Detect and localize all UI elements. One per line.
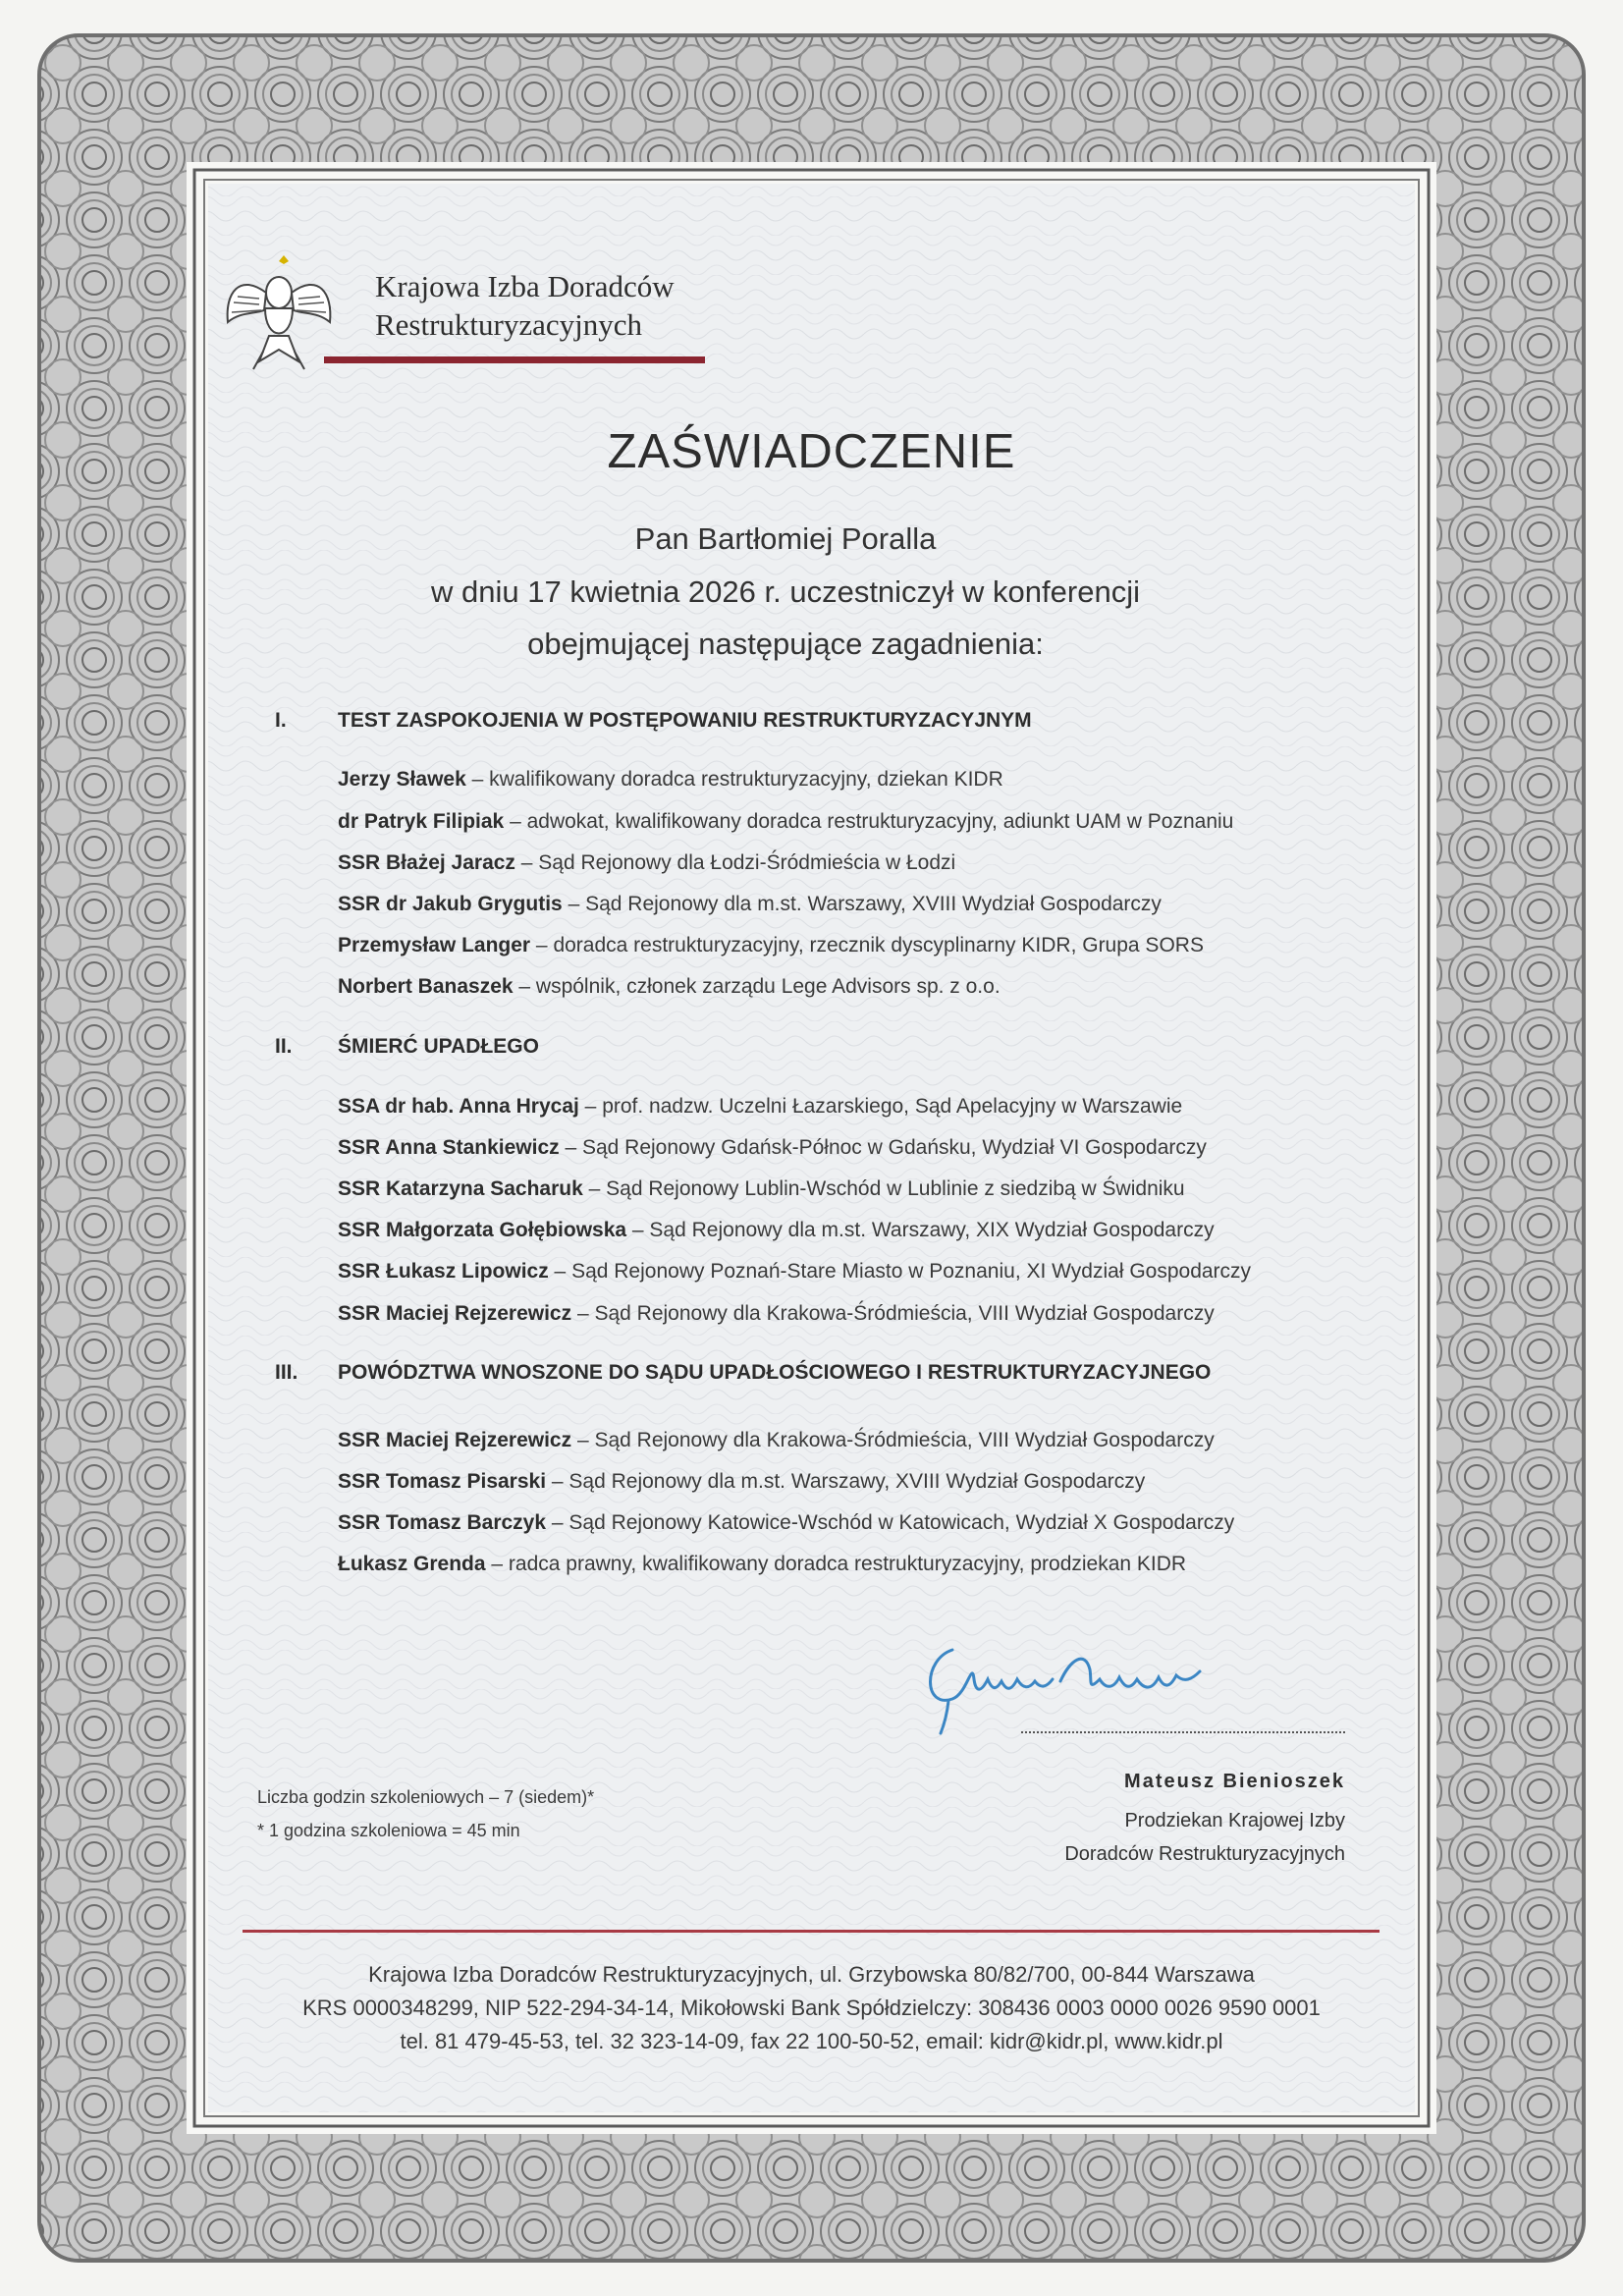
section-title: ŚMIERĆ UPADŁEGO (338, 1035, 539, 1058)
speaker-entry (338, 1260, 1251, 1284)
speaker-name: SSR Łukasz Lipowicz (338, 1260, 549, 1283)
topics-intro-line: obejmującej następujące zagadnienia: (527, 627, 1044, 661)
speaker-name: SSR Anna Stankiewicz (338, 1136, 560, 1159)
section-number: I. (275, 709, 287, 732)
speaker-role: – radca prawny, kwalifikowany doradca restrukturyzacyjny, prodziekan KIDR (485, 1553, 1187, 1575)
speaker-entry (338, 975, 1001, 999)
speaker-name: Łukasz Grenda (338, 1553, 486, 1575)
speaker-role: – Sąd Rejonowy dla m.st. Warszawy, XVIII Wydział Gospodarczy (546, 1470, 1146, 1493)
organization-name-line1: Krajowa Izba Doradców (375, 269, 675, 303)
section-number: III. (275, 1361, 298, 1384)
speaker-entry (338, 934, 1204, 957)
signer-title-line2: Doradców Restrukturyzacyjnych (1064, 1843, 1345, 1865)
speaker-entry (338, 1511, 1234, 1535)
training-hours-footnote: * 1 godzina szkoleniowa = 45 min (257, 1821, 520, 1840)
footer-registry: KRS 0000348299, NIP 522-294-34-14, Mikołowski Bank Spółdzielczy: 308436 0003 0000 0026 9590 0001 (302, 1995, 1321, 2020)
speaker-name: Jerzy Sławek (338, 768, 466, 791)
speaker-role: – prof. nadzw. Uczelni Łazarskiego, Sąd Apelacyjny w Warszawie (578, 1095, 1183, 1118)
speaker-entry (338, 1470, 1145, 1494)
speaker-name: Przemysław Langer (338, 934, 531, 957)
organization-name (375, 267, 675, 344)
eagle-emblem-icon (220, 253, 338, 381)
signer-title-line1: Prodziekan Krajowej Izby (1124, 1810, 1345, 1831)
recipient-line: Pan Bartłomiej Poralla (634, 521, 937, 556)
logo-underline-rule (324, 356, 705, 363)
speaker-role: – Sąd Rejonowy Lublin-Wschód w Lublinie z siedzibą w Świdniku (582, 1177, 1185, 1200)
handwritten-signature (913, 1620, 1325, 1738)
speaker-name: SSR Błażej Jaracz (338, 851, 515, 874)
speaker-role: – wspólnik, członek zarządu Lege Advisors sp. z o.o. (513, 975, 1001, 998)
participation-line: w dniu 17 kwietnia 2026 r. uczestniczył w konferencji (431, 574, 1140, 609)
speaker-name: SSR Tomasz Barczyk (338, 1511, 547, 1534)
signature-dotted-line (1021, 1731, 1345, 1733)
speaker-entry (338, 1553, 1186, 1576)
speaker-entry (338, 1095, 1182, 1119)
section-title: TEST ZASPOKOJENIA W POSTĘPOWANIU RESTRUKTURYZACYJNYM (338, 709, 1032, 732)
speaker-entry (338, 1177, 1185, 1201)
speaker-entry (338, 1219, 1215, 1242)
speaker-role: – Sąd Rejonowy Katowice-Wschód w Katowicach, Wydział X Gospodarczy (546, 1511, 1235, 1534)
speaker-entry (338, 851, 955, 875)
speaker-role: – Sąd Rejonowy dla Krakowa-Śródmieścia, VIII Wydział Gospodarczy (571, 1429, 1215, 1451)
speaker-entry (338, 1429, 1215, 1452)
speaker-name: SSR Maciej Rejzerewicz (338, 1429, 572, 1451)
footer-address: Krajowa Izba Doradców Restrukturyzacyjnych, ul. Grzybowska 80/82/700, 00-844 Warszawa (368, 1962, 1255, 1987)
speaker-name: SSR Katarzyna Sacharuk (338, 1177, 583, 1200)
footer-contact: tel. 81 479-45-53, tel. 32 323-14-09, fax 22 100-50-52, email: kidr@kidr.pl, www.kidr.pl (400, 2029, 1223, 2053)
training-hours: Liczba godzin szkoleniowych – 7 (siedem)* (257, 1787, 595, 1807)
section-number: II. (275, 1035, 293, 1058)
section-title: POWÓDZTWA WNOSZONE DO SĄDU UPADŁOŚCIOWEGO I RESTRUKTURYZACYJNEGO (338, 1361, 1212, 1384)
speaker-role: – doradca restrukturyzacyjny, rzecznik dyscyplinarny KIDR, Grupa SORS (530, 934, 1204, 957)
speaker-role: – adwokat, kwalifikowany doradca restrukturyzacyjny, adiunkt UAM w Poznaniu (504, 810, 1234, 833)
speaker-name: SSR Maciej Rejzerewicz (338, 1302, 572, 1325)
footer-divider-rule (243, 1930, 1380, 1933)
speaker-role: – Sąd Rejonowy dla m.st. Warszawy, XVIII Wydział Gospodarczy (562, 893, 1162, 915)
speaker-entry (338, 768, 1003, 792)
speaker-role: – Sąd Rejonowy Gdańsk-Północ w Gdańsku, Wydział VI Gospodarczy (559, 1136, 1207, 1159)
speaker-role: – Sąd Rejonowy dla Krakowa-Śródmieścia, VIII Wydział Gospodarczy (571, 1302, 1215, 1325)
speaker-name: SSA dr hab. Anna Hrycaj (338, 1095, 579, 1118)
speaker-role: – Sąd Rejonowy Poznań-Stare Miasto w Poznaniu, XI Wydział Gospodarczy (548, 1260, 1252, 1283)
organization-name-line2: Restrukturyzacyjnych (375, 307, 643, 342)
signer-name: Mateusz Bienioszek (1124, 1771, 1345, 1792)
speaker-role: – kwalifikowany doradca restrukturyzacyjny, dziekan KIDR (465, 768, 1003, 791)
speaker-name: SSR dr Jakub Grygutis (338, 893, 563, 915)
document-title: ZAŚWIADCZENIE (607, 425, 1016, 478)
speaker-name: SSR Tomasz Pisarski (338, 1470, 547, 1493)
speaker-name: dr Patryk Filipiak (338, 810, 505, 833)
speaker-entry (338, 1302, 1215, 1326)
speaker-entry (338, 810, 1233, 834)
speaker-name: Norbert Banaszek (338, 975, 514, 998)
speaker-role: – Sąd Rejonowy dla m.st. Warszawy, XIX Wydział Gospodarczy (626, 1219, 1215, 1241)
speaker-name: SSR Małgorzata Gołębiowska (338, 1219, 627, 1241)
speaker-entry (338, 893, 1162, 916)
speaker-role: – Sąd Rejonowy dla Łodzi-Śródmieścia w Łodzi (514, 851, 956, 874)
speaker-entry (338, 1136, 1207, 1160)
